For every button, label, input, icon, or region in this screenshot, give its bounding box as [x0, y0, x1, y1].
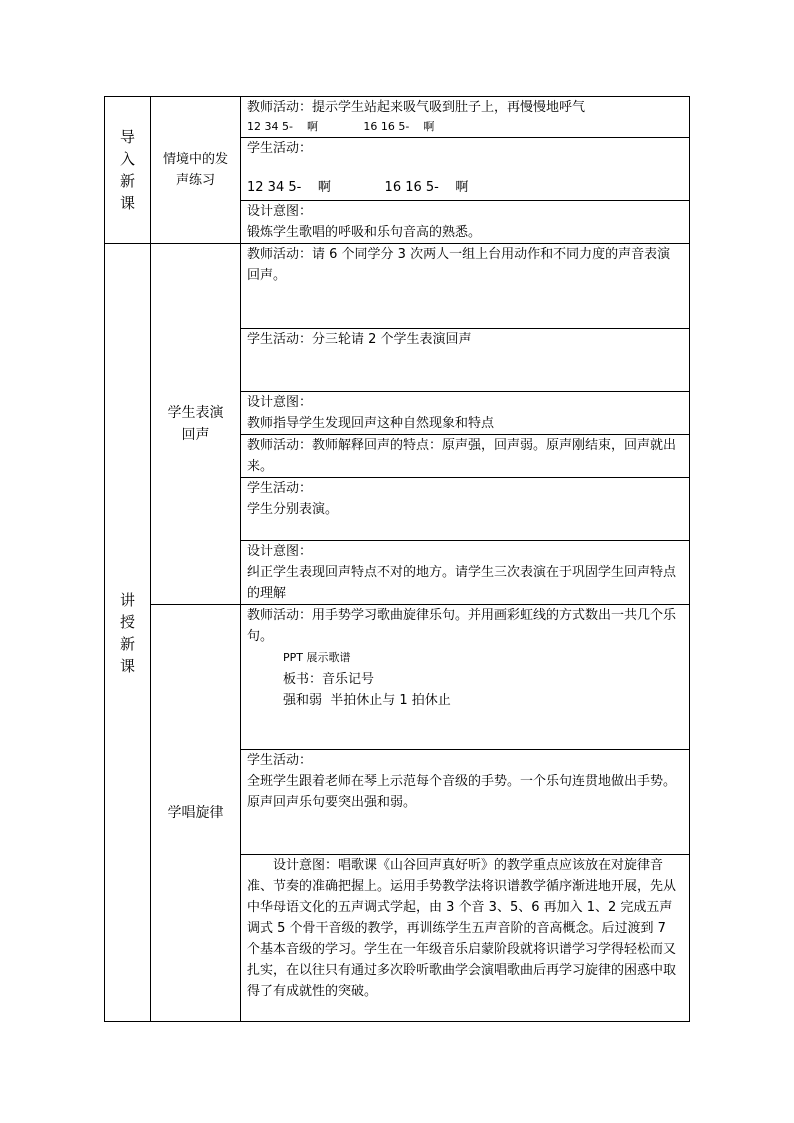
student-activity-label: 学生活动： [247, 753, 313, 768]
student-activity-text: 学生分别表演。 [247, 502, 339, 517]
teacher-activity-cell [241, 605, 690, 750]
section-title-char: 授 [119, 612, 135, 631]
design-intent-cell [241, 201, 690, 244]
section-title-char: 入 [119, 150, 135, 168]
teacher-activity-text: 教师活动：用手势学习歌曲旋律乐句。并用画彩虹线的方式数出一共几个乐句。 [247, 608, 677, 644]
section-title-char: 导 [119, 128, 135, 146]
design-intent-text: 教师指导学生发现回声这种自然现象和特点 [247, 416, 495, 431]
notation-line: 12 34 5- 啊 16 16 5- 啊 [247, 180, 469, 195]
design-intent-cell [241, 541, 690, 605]
teacher-activity-text: 教师活动：提示学生站起来吸气吸到肚子上，再慢慢地呼气 [247, 100, 586, 115]
design-intent-label: 设计意图： [247, 204, 313, 219]
student-activity-cell [241, 750, 690, 855]
section-title-char: 新 [119, 172, 135, 190]
teacher-notes [247, 647, 683, 711]
subsection-title-melody: 学唱旋律 [151, 605, 241, 1022]
subsection-title-vocal-practice: 情境中的发声练习 [151, 97, 241, 244]
teacher-activity-cell [241, 435, 690, 478]
symbols-note: 强和弱 半拍休止与 1 拍休止 [283, 693, 451, 708]
subsection-title-text: 学生表演回声 [167, 405, 224, 443]
design-intent-text: 锻炼学生歌唱的呼吸和乐句音高的熟悉。 [247, 225, 482, 240]
section-title-teaching [105, 244, 151, 1022]
design-intent-text: 设计意图：唱歌课《山谷回声真好听》的教学重点应该放在对旋律音准、节奏的准确把握上。运用手势教学法将识谱教学循序渐进地开展，先从中华母语文化的五声调式学起，由 3 个音 3、5、6 再加入 1、2 完成五声调式 5 个骨干音级的教学，再训练学生五声音阶的音高概念。后过渡到 7 个基本音级的学习。学生在一年级音乐启蒙阶段就将识谱学习学得轻松而又扎实，在以往只有通过多次聆听歌曲学会演唱歌曲后再学习旋律的困惑中取得了有成就性的突破。 [247, 858, 677, 999]
student-activity-text: 学生活动：分三轮请 2 个学生表演回声 [247, 332, 472, 347]
teacher-activity-cell [241, 244, 690, 329]
design-intent-cell [241, 392, 690, 435]
student-activity-label: 学生活动： [247, 481, 313, 496]
student-activity-text: 全班学生跟着老师在琴上示范每个音级的手势。一个乐句连贯地做出手势。原声回声乐句要突出强和弱。 [247, 774, 677, 810]
lesson-plan-table [104, 96, 690, 1022]
section-title-char: 讲 [119, 590, 135, 609]
student-activity-label: 学生活动： [247, 141, 313, 156]
student-activity-cell [241, 329, 690, 392]
student-activity-cell [241, 478, 690, 541]
ppt-note: PPT 展示歌谱 [283, 651, 351, 664]
spacer [247, 159, 683, 177]
teacher-activity-text: 教师活动：请 6 个同学分 3 次两人一组上台用动作和不同力度的声音表演回声。 [247, 247, 671, 283]
design-intent-label: 设计意图： [247, 544, 313, 559]
teacher-activity-text: 教师活动：教师解释回声的特点：原声强，回声弱。原声刚结束，回声就出来。 [247, 438, 677, 474]
design-intent-label: 设计意图： [247, 395, 313, 410]
section-title-char: 课 [119, 656, 135, 675]
section-title-intro [105, 97, 151, 244]
section-title-char: 新 [119, 634, 135, 653]
notation-line: 12 34 5- 啊 16 16 5- 啊 [247, 120, 435, 133]
teacher-activity-cell [241, 97, 690, 138]
subsection-title-echo [151, 244, 241, 605]
design-intent-cell [241, 855, 690, 1022]
section-title-char: 课 [119, 194, 135, 212]
student-activity-cell [241, 138, 690, 201]
design-intent-text: 纠正学生表现回声特点不对的地方。请学生三次表演在于巩固学生回声特点的理解 [247, 565, 677, 601]
board-note: 板书：音乐记号 [283, 672, 375, 687]
